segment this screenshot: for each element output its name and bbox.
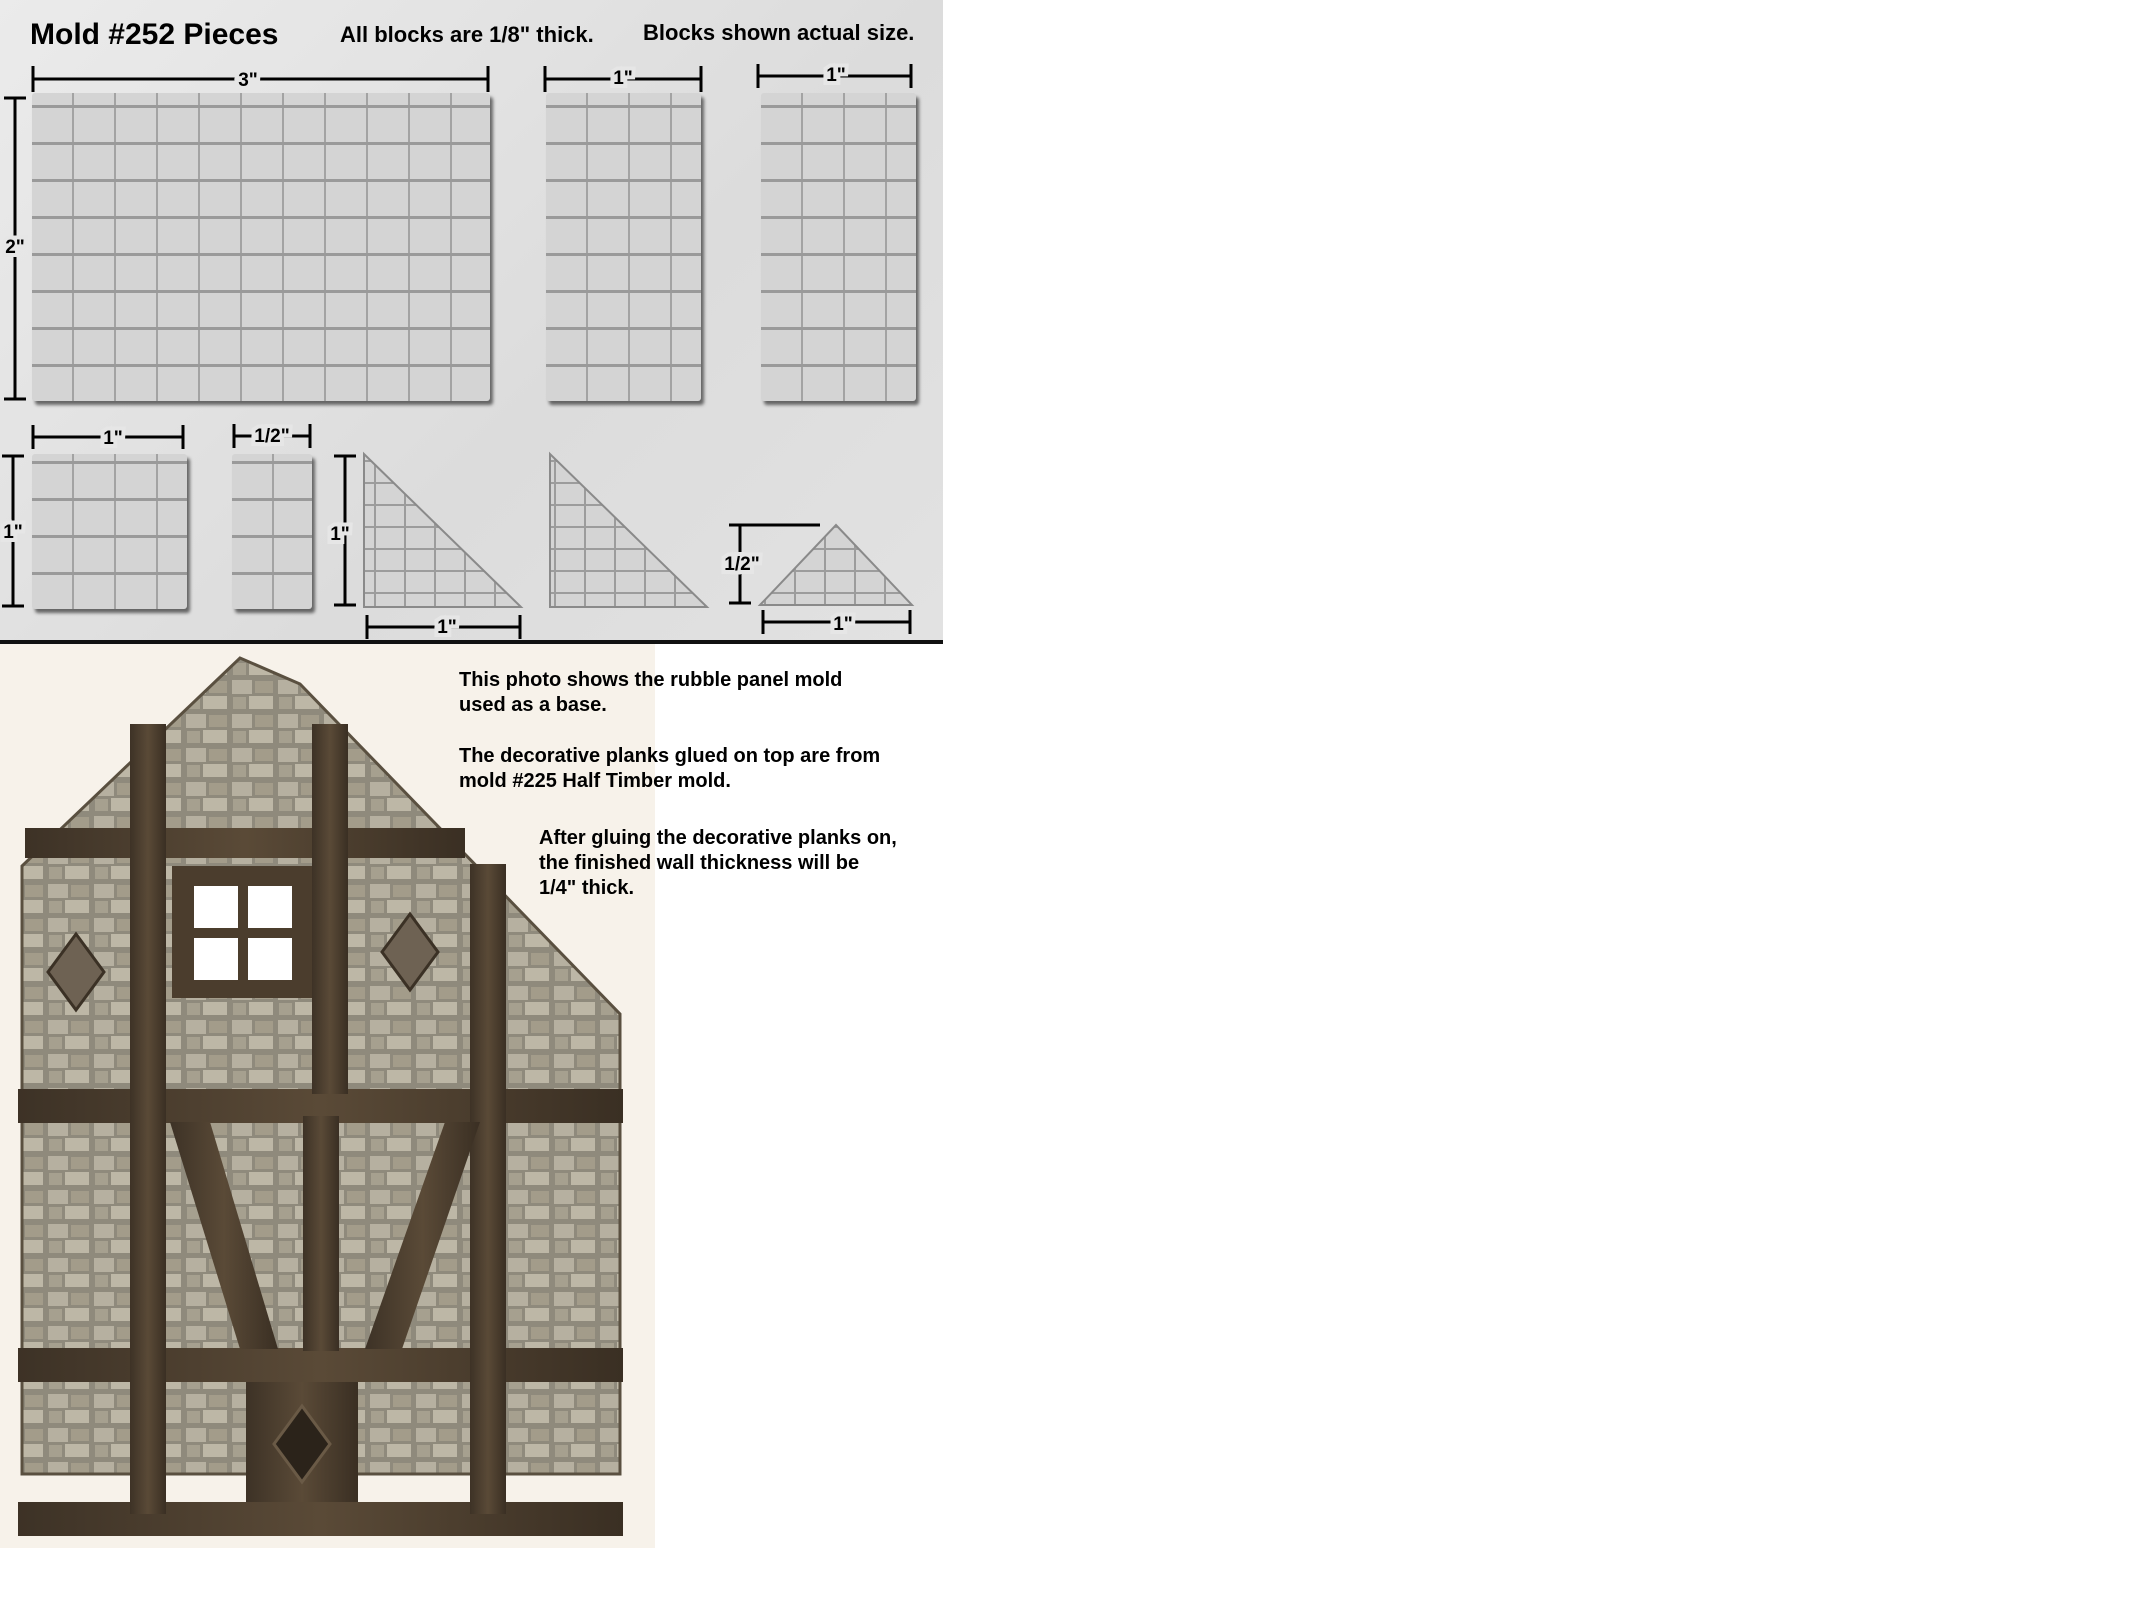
block-triangle-small xyxy=(760,525,912,605)
dim-1in-g: 1" xyxy=(833,614,853,635)
description-line: the finished wall thickness will be xyxy=(539,852,860,874)
block-triangle-right xyxy=(364,454,521,607)
description-line: After gluing the decorative planks on, xyxy=(539,827,897,849)
dim-half-b: 1/2" xyxy=(724,554,760,575)
description-paragraph-1 xyxy=(459,668,842,718)
dim-3in: 3" xyxy=(238,70,258,91)
description-paragraph-2 xyxy=(459,744,880,794)
dim-1in-d: 1" xyxy=(3,522,23,543)
dim-1in-a: 1" xyxy=(613,68,633,89)
thickness-note: All blocks are 1/8" thick. xyxy=(340,22,594,47)
dimension-lines xyxy=(0,0,943,640)
description-line: This photo shows the rubble panel mold xyxy=(459,669,843,691)
dim-1in-e: 1" xyxy=(330,524,350,545)
description-line: 1/4" thick. xyxy=(539,877,635,899)
dim-2in: 2" xyxy=(5,237,25,258)
block-triangle-left xyxy=(550,454,707,607)
dim-half-a: 1/2" xyxy=(254,426,290,447)
description-paragraph-3 xyxy=(539,826,897,901)
page-title: Mold #252 Pieces xyxy=(30,18,279,51)
dim-1in-f: 1" xyxy=(437,617,457,638)
actual-size-note: Blocks shown actual size. xyxy=(643,20,915,45)
description-line: The decorative planks glued on top are from xyxy=(459,745,881,767)
description-line: used as a base. xyxy=(459,694,607,716)
dim-1in-b: 1" xyxy=(826,65,846,86)
description-line: mold #225 Half Timber mold. xyxy=(459,770,731,792)
dim-1in-c: 1" xyxy=(103,428,123,449)
